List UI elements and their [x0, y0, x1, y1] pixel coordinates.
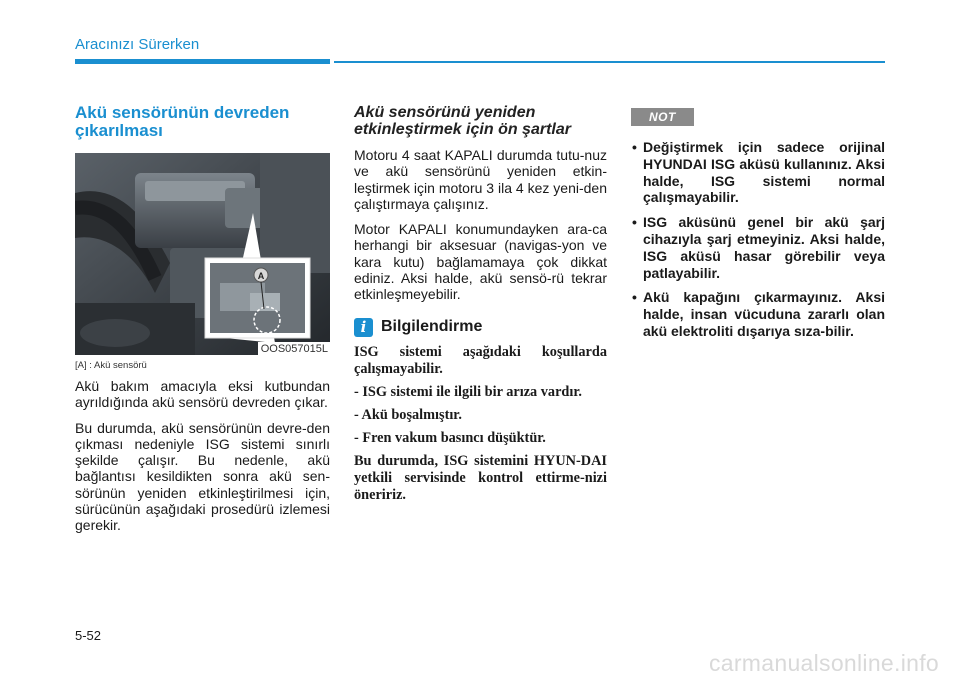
note-bullet-1-text: Değiştirmek için sadece orijinal HYUNDAI ISG aküsü kullanınız. Aksi halde, ISG sistemi normal çalışmayabilir.	[643, 139, 885, 206]
note-bullet-2-text: ISG aküsünü genel bir akü şarj cihazıyla şarj etmeyiniz. Aksi halde, ISG aküsü hasar görebilir veya patlayabilir.	[643, 214, 885, 281]
header-rule-light	[334, 61, 885, 63]
right-column	[630, 108, 885, 340]
note-bullet-1	[630, 139, 885, 206]
note-bullet-3-text: Akü kapağını çıkarmayınız. Aksi halde, insan vücuduna zararlı olan akü elektroliti dışarıya sıza-bilir.	[643, 289, 885, 339]
left-column	[75, 104, 330, 534]
info-item-1: - ISG sistemi ile ilgili bir arıza vardır.	[354, 383, 582, 400]
info-item-3: - Fren vakum basıncı düşüktür.	[354, 429, 546, 446]
info-intro: ISG sistemi aşağıdaki koşullarda çalışmayabilir.	[354, 343, 607, 377]
info-closing: Bu durumda, ISG sistemini HYUN-DAI yetkili servisinde kontrol ettirme-nizi öneririz.	[354, 452, 607, 503]
watermark: carmanualsonline.info	[708, 650, 939, 676]
note-bullet-3	[630, 289, 885, 339]
figure-caption: [A] : Akü sensörü	[75, 360, 147, 371]
battery-sensor-photo	[75, 153, 330, 355]
callout-label-a: A	[257, 271, 265, 281]
note-badge: NOT	[631, 108, 694, 126]
page-number: 5-52	[75, 628, 102, 643]
header-rule-dark	[75, 59, 330, 64]
left-paragraph-2: Bu durumda, akü sensörünün devre-den çıkması nedeniyle ISG sistemi sınırlı şekilde çalışır. Bu nedenle, akü bağlantısı kesildikten sonra akü sen-sörünün yeniden etkinleştirilmesi için, sürücünün aşağıdaki prosedürü izlemesi gerekir.	[75, 419, 330, 534]
bullet-dot-icon: •	[632, 289, 637, 306]
info-header	[354, 318, 607, 337]
engine-bay-illustration	[75, 153, 330, 355]
bullet-dot-icon: •	[632, 139, 637, 155]
section-title: Aracınızı Sürerken	[75, 36, 200, 53]
middle-paragraph-2: Motor KAPALI konumundayken ara-ca herhangi bir aksesuar (navigas-yon ve kara kutu) bağlamamaya çok dikkat ediniz. Aksi halde, akü sensö-rü tekrar etkinleşmeyebilir.	[354, 221, 607, 303]
bullet-dot-icon: •	[632, 214, 637, 231]
info-item-2: - Akü boşalmıştır.	[354, 406, 462, 423]
middle-heading: Akü sensörünü yeniden etkinleştirmek için ön şartlar	[354, 104, 571, 138]
middle-column	[354, 104, 607, 504]
figure-code: OOS057015L	[258, 342, 330, 355]
info-icon: i	[354, 318, 373, 337]
left-heading: Akü sensörünün devreden çıkarılması	[75, 103, 290, 140]
middle-paragraph-1: Motoru 4 saat KAPALI durumda tutu-nuz ve akü sensörünü yeniden etkin-leştirmek için motoru 3 ila 4 kez yeni-den çalıştırmaya çalışınız.	[354, 147, 607, 212]
left-paragraph-1: Akü bakım amacıyla eksi kutbundan ayrıldığında akü sensörü devreden çıkar.	[75, 378, 330, 411]
info-title: Bilgilendirme	[381, 318, 483, 336]
note-bullet-2	[630, 214, 885, 281]
